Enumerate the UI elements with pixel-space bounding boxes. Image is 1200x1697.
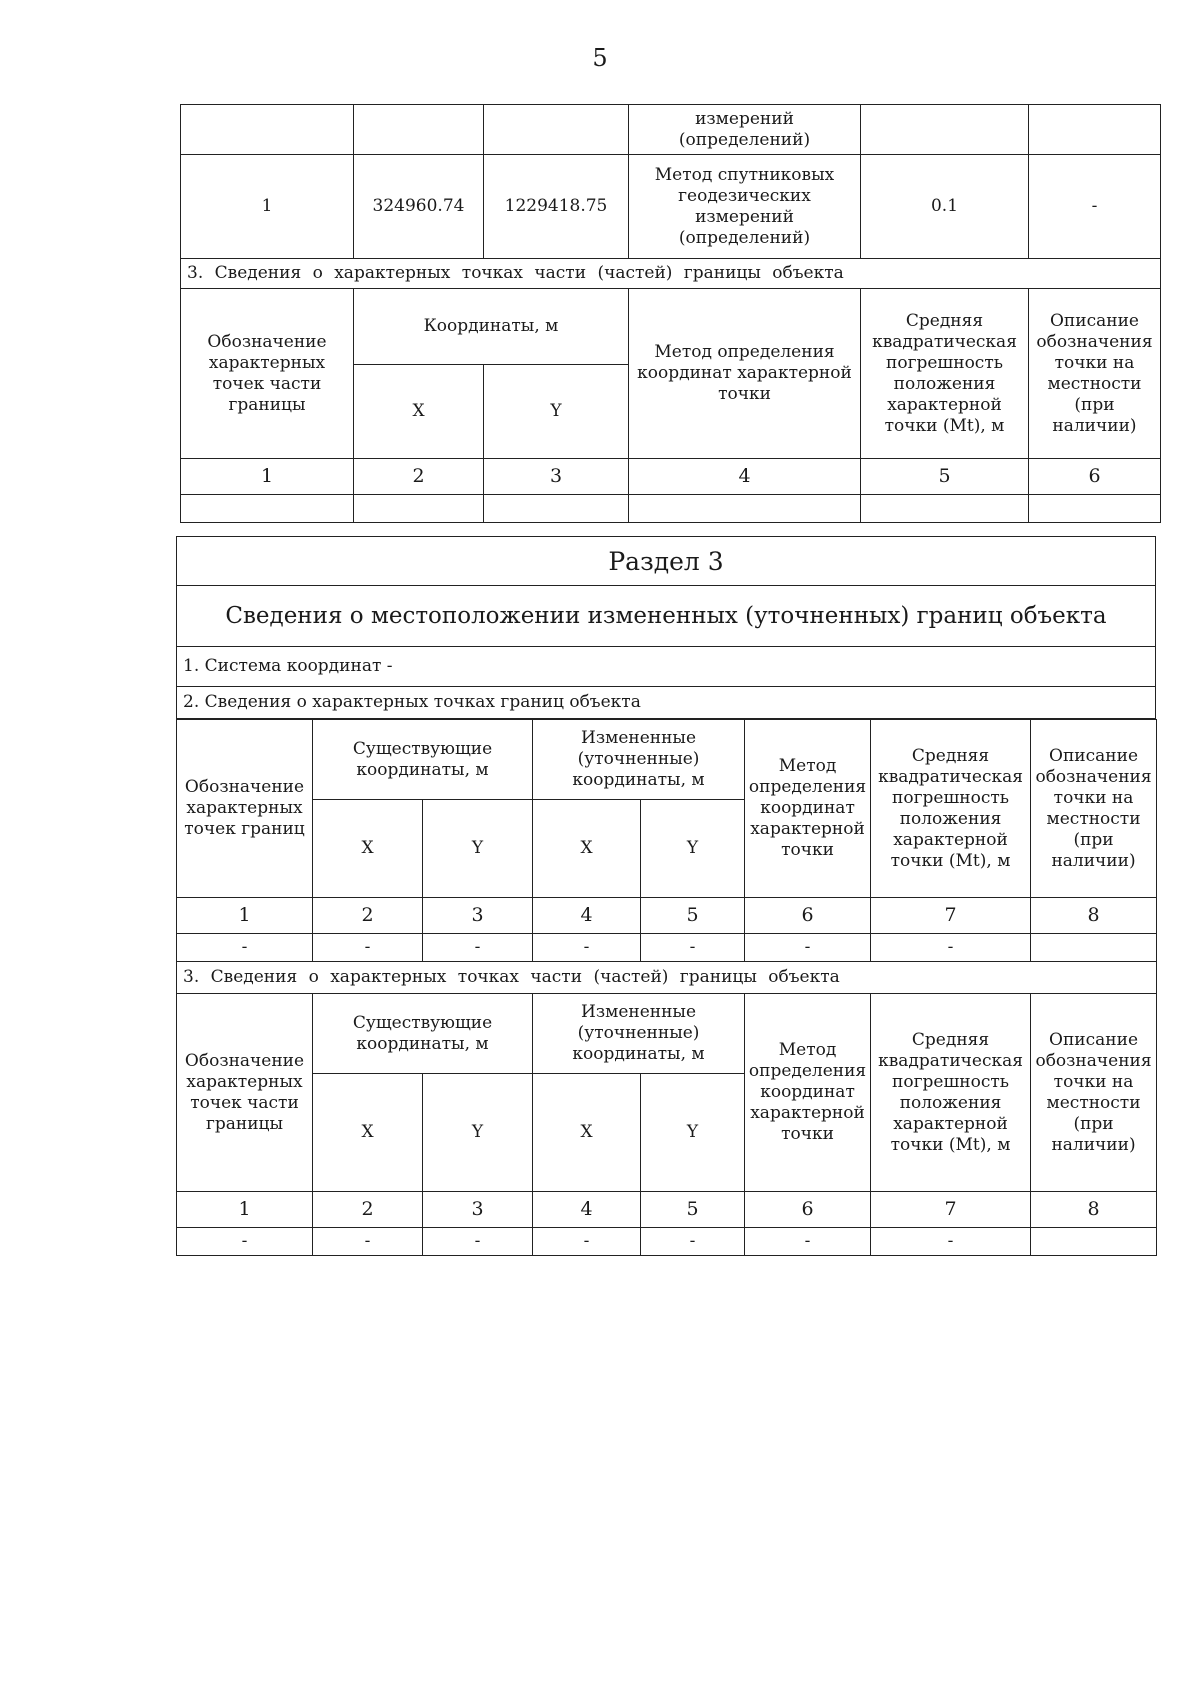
header-x: X xyxy=(533,800,641,898)
header-y: Y xyxy=(423,1074,533,1192)
header-description: Описание обозначения точки на местности (при наличии) xyxy=(1031,994,1157,1192)
header-designation: Обозначение характерных точек части границы xyxy=(177,994,313,1192)
header-designation: Обозначение характерных точек части границы xyxy=(181,289,354,459)
points-table xyxy=(176,719,1157,1256)
description: - xyxy=(1029,155,1161,259)
empty-row xyxy=(181,495,1161,523)
part-heading: 3. Сведения о характерных точках части (частей) границы объекта xyxy=(181,259,1161,289)
column-numbers: 1 2 3 4 5 6 7 8 xyxy=(177,1192,1157,1228)
header-mt: Средняя квадратическая погрешность положения характерной точки (Mt), м xyxy=(871,994,1031,1192)
header-x: X xyxy=(313,800,423,898)
table-row: - - - - - - - xyxy=(177,1228,1157,1256)
part-heading: 3. Сведения о характерных точках части (частей) границы объекта xyxy=(177,962,1157,994)
points-heading: 2. Сведения о характерных точках границ объекта xyxy=(177,687,1156,719)
column-numbers: 1 2 3 4 5 6 7 8 xyxy=(177,898,1157,934)
mt-value: 0.1 xyxy=(861,155,1029,259)
section-3 xyxy=(176,536,1156,1256)
header-designation: Обозначение характерных точек границ xyxy=(177,720,313,898)
coord-y: 1229418.75 xyxy=(484,155,629,259)
continued-method: измерений (определений) xyxy=(629,105,861,155)
page-number: 5 xyxy=(592,44,608,72)
header-y: Y xyxy=(641,1074,745,1192)
section-subtitle: Сведения о местоположении измененных (уточненных) границ объекта xyxy=(177,586,1156,647)
table-row: - - - - - - - xyxy=(177,934,1157,962)
header-x: X xyxy=(313,1074,423,1192)
header-method: Метод определения координат характерной точки xyxy=(629,289,861,459)
top-table xyxy=(180,104,1160,523)
point-number: 1 xyxy=(181,155,354,259)
table-row xyxy=(181,155,1161,259)
header-coords: Координаты, м xyxy=(354,289,629,365)
header-mt: Средняя квадратическая погрешность положения характерной точки (Mt), м xyxy=(871,720,1031,898)
header-mt: Средняя квадратическая погрешность положения характерной точки (Mt), м xyxy=(861,289,1029,459)
header-y: Y xyxy=(641,800,745,898)
header-y: Y xyxy=(423,800,533,898)
method: Метод спутниковых геодезических измерений (определений) xyxy=(629,155,861,259)
header-changed: Измененные (уточненные) координаты, м xyxy=(533,994,745,1074)
coord-system: 1. Система координат - xyxy=(177,647,1156,687)
continued-row xyxy=(181,105,1161,155)
header-description: Описание обозначения точки на местности (при наличии) xyxy=(1029,289,1161,459)
header-x: X xyxy=(354,365,484,459)
coord-x: 324960.74 xyxy=(354,155,484,259)
header-changed: Измененные (уточненные) координаты, м xyxy=(533,720,745,800)
header-method: Метод определения координат характерной точки xyxy=(745,720,871,898)
header-description: Описание обозначения точки на местности (при наличии) xyxy=(1031,720,1157,898)
section-title: Раздел 3 xyxy=(177,537,1156,586)
header-x: X xyxy=(533,1074,641,1192)
header-existing: Существующие координаты, м xyxy=(313,720,533,800)
column-numbers: 1 2 3 4 5 6 xyxy=(181,459,1161,495)
header-existing: Существующие координаты, м xyxy=(313,994,533,1074)
header-y: Y xyxy=(484,365,629,459)
header-method: Метод определения координат характерной точки xyxy=(745,994,871,1192)
